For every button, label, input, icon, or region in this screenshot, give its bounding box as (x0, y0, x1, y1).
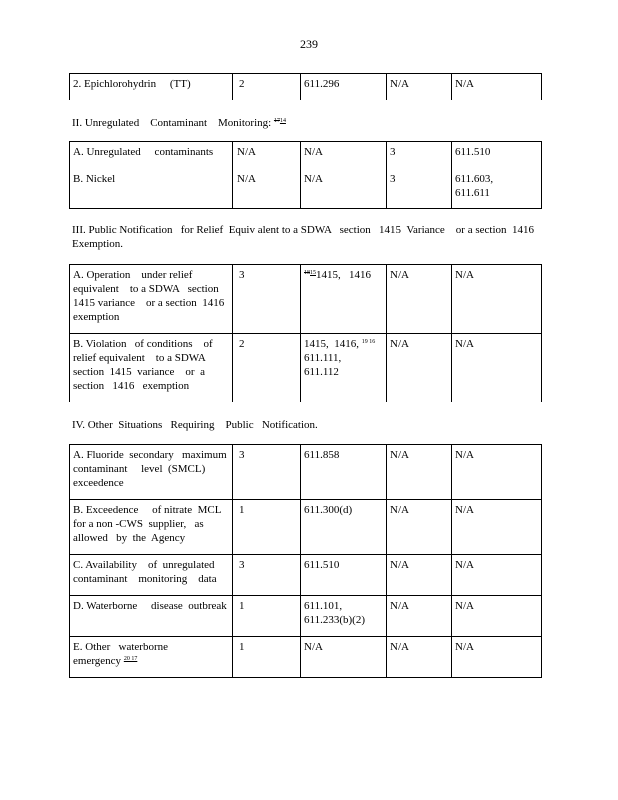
cell-tier: 3 (233, 555, 301, 596)
cell-citation: 1415, 1416, $^{19 16}$ 611.111, 611.112 (301, 334, 387, 402)
section-heading-relief: III. Public Notification for Relief Equiv alent to a SDWA section 1415 Variance or a section 1416 Exemption. (72, 224, 537, 250)
cell-tier: 3 (233, 445, 301, 500)
cell-col4: N/A (387, 596, 452, 637)
cell-situation: A. Fluoride secondary maximum contaminant level (SMCL) exceedence (70, 445, 233, 500)
cell-col4: 3 (387, 169, 452, 209)
cell-col5: N/A (452, 637, 542, 678)
table-unregulated (69, 141, 542, 209)
footnote: 20 17 (123, 656, 138, 662)
cell-col4: N/A (387, 500, 452, 555)
cell-citation: N/A (301, 169, 387, 209)
table-row (70, 596, 542, 637)
table-row (70, 445, 542, 500)
table-row (70, 74, 542, 100)
table-row (70, 169, 542, 209)
footnote-struck: 17 (273, 118, 280, 124)
cell-citation: 611.296 (301, 74, 387, 100)
cell-col5: N/A (452, 596, 542, 637)
cell-col4: N/A (387, 74, 452, 100)
cell-tier: 2 (233, 74, 301, 100)
cell-col4: 3 (387, 142, 452, 169)
cell-col5: N/A (452, 334, 542, 402)
table-row (70, 500, 542, 555)
section-heading-unregulated: II. Unregulated Contaminant Monitoring: $^{1714}$ (72, 117, 286, 129)
footnote: 19 16 (361, 339, 376, 345)
cell-col4: N/A (387, 334, 452, 402)
cell-citation: 611.300(d) (301, 500, 387, 555)
footnote-struck: 18 (304, 270, 310, 276)
footnote-inserted: 14 (279, 118, 286, 124)
cell-situation: E. Other waterborne emergency $^{20 17}$ (70, 637, 233, 678)
cell-tier: N/A (233, 142, 301, 169)
cell-citation: 611.858 (301, 445, 387, 500)
cell-situation: B. Exceedence of nitrate MCL for a non -CWS supplier, as allowed by the Agency (70, 500, 233, 555)
section-heading-other-situations: IV. Other Situations Requiring Public Notification. (72, 419, 318, 431)
table-relief (69, 264, 542, 402)
cell-citation: N/A (301, 637, 387, 678)
cell-contaminant: A. Unregulated contaminants (70, 142, 233, 169)
cell-citation: N/A (301, 142, 387, 169)
cell-tier: 1 (233, 637, 301, 678)
cell-col5: 611.603, 611.611 (452, 169, 542, 209)
cell-col5: N/A (452, 445, 542, 500)
cell-col4: N/A (387, 265, 452, 334)
footnote-inserted: 15 (310, 270, 316, 276)
cell-col5: N/A (452, 265, 542, 334)
cell-tier: N/A (233, 169, 301, 209)
table-other-situations (69, 444, 542, 678)
page-number: 239 (300, 37, 318, 51)
table-row (70, 637, 542, 678)
cell-tier: 3 (233, 265, 301, 334)
cell-situation: A. Operation under relief equivalent to a SDWA section 1415 variance or a section 1416 exemption (70, 265, 233, 334)
cell-col4: N/A (387, 637, 452, 678)
cell-contaminant: B. Nickel (70, 169, 233, 209)
cell-situation: B. Violation of conditions of relief equivalent to a SDWA section 1415 variance or a section 1416 exemption (70, 334, 233, 402)
cell-col5: N/A (452, 74, 542, 100)
cell-col5: N/A (452, 500, 542, 555)
table-row (70, 555, 542, 596)
cell-col5: 611.510 (452, 142, 542, 169)
cell-citation: 611.510 (301, 555, 387, 596)
table-row (70, 265, 542, 334)
cell-col4: N/A (387, 445, 452, 500)
cell-col5: N/A (452, 555, 542, 596)
table-row (70, 334, 542, 402)
cell-tier: 1 (233, 500, 301, 555)
cell-tier: 1 (233, 596, 301, 637)
table-row (70, 142, 542, 169)
cell-situation: C. Availability of unregulated contaminant monitoring data (70, 555, 233, 596)
cell-citation: 611.101, 611.233(b)(2) (301, 596, 387, 637)
cell-citation: $^{1815}$1415, 1416 (301, 265, 387, 334)
cell-tier: 2 (233, 334, 301, 402)
table-epichlorohydrin (69, 73, 542, 100)
cell-col4: N/A (387, 555, 452, 596)
cell-situation: D. Waterborne disease outbreak (70, 596, 233, 637)
cell-contaminant: 2. Epichlorohydrin (TT) (70, 74, 233, 100)
